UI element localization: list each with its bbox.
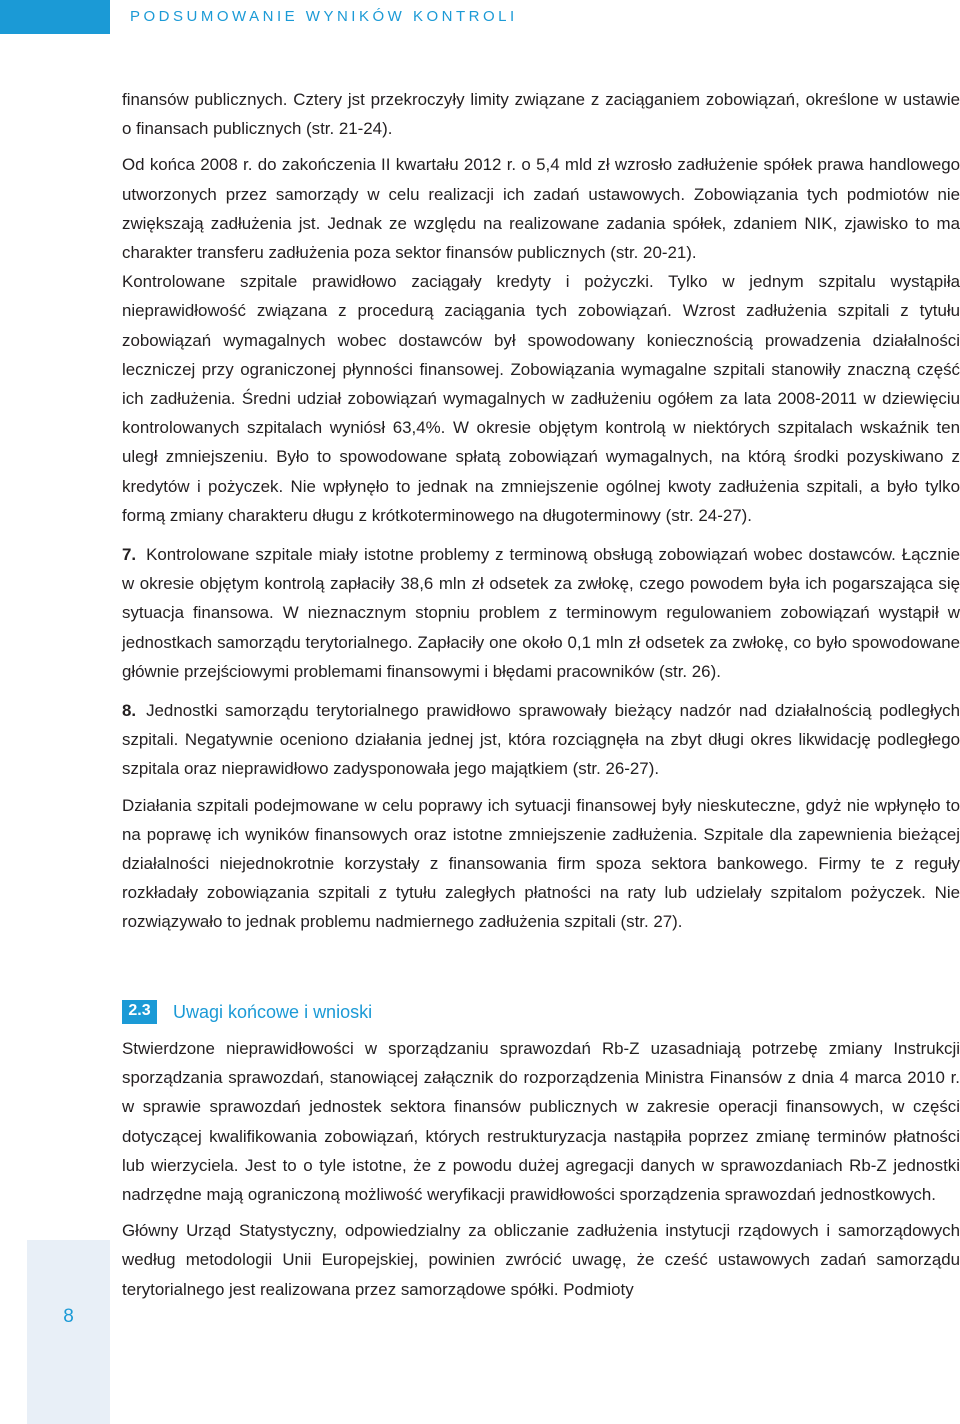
paragraph: Główny Urząd Statystyczny, odpowiedzialny za obliczanie zadłużenia instytucji rządowych i samorządowych według metodologii Unii Europejskiej, powinien zwrócić uwagę, że cześć ustawowych zadań samorządu terytorialnego jest realizowana przez samorządowe spółki. Podmioty — [122, 1221, 960, 1299]
section-number: 2.3 — [122, 1000, 157, 1024]
paragraph: Stwierdzone nieprawidłowości w sporządzaniu sprawozdań Rb-Z uzasadniają potrzebę zmiany Instrukcji sporządzania sprawozdań, stanowiącej załącznik do rozporządzenia Ministra Finansów z dnia 4 marca 2010 r. w sprawie sprawozdań jednostek sektora finansów publicznych w zakresie operacji finansowych, w części dotyczącej kwalifikowania zobowiązań, których restrukturyzacja nastąpiła poprzez zmianę terminów płatności lub wierzyciela. Jest to o tyle istotne, że z powodu dużej agregacji danych w sprawozdaniach Rb-Z jednostki nadrzędne mają ograniczoną możliwość weryfikacji prawidłowości sporządzenia sprawozdań jednostkowych. — [122, 1039, 960, 1205]
item-number: 7. — [122, 545, 137, 565]
page-number: 8 — [63, 1306, 74, 1327]
paragraph: Kontrolowane szpitale prawidłowo zaciągały kredyty i pożyczki. Tylko w jednym szpitalu wystąpiła nieprawidłowość związana z procedurą zaciągania tych zobowiązań. Wzrost zadłużenia szpitali z tytułu zobowiązań wymagalnych wobec dostawców był spowodowany koniecznością prowadzenia działalności leczniczej przy ograniczonej płynności finansowej. Zobowiązania wymagalne szpitali stanowiły znaczną część ich zadłużenia. Średni udział zobowiązań wymagalnych w zadłużeniu ogółem za lata 2008-2011 w dziewięciu kontrolowanych szpitalach wyniósł 63,4%. W okresie objętym kontrolą w niektórych szpitalach wskaźnik ten uległ zmniejszeniu. Było to spowodowane spłatą zobowiązań wymagalnych, na którą środki pozyskiwano z kredytów i pożyczek. Nie wpłynęło to jednak na zmniejszenie ogólnej kwoty zadłużenia szpitali, a było tylko formą zmiany charakteru długu z krótkoterminowego na długoterminowy (str. 24-27). — [122, 272, 960, 525]
section-heading — [122, 1000, 372, 1024]
paragraph: Działania szpitali podejmowane w celu poprawy ich sytuacji finansowej były nieskuteczne, gdyż nie wpłynęło to na poprawę ich wyników finansowych oraz istotne zmniejszenie zadłużenia. Szpitale dla zapewnienia bieżącej działalności niejednokrotnie korzystały z finansowania firm spoza sektora bankowego. Firmy te z reguły rozkładały zobowiązania szpitali z tytułu zaległych płatności na raty lub udzielały szpitalom pożyczek. Nie rozwiązywało to jednak problemu nadmiernego zadłużenia szpitali (str. 27). — [122, 795, 960, 932]
paragraph: finansów publicznych. Cztery jst przekroczyły limity związane z zaciąganiem zobowiązań, określone w ustawie o finansach publicznych (str. 21-24). — [122, 90, 960, 139]
section-text — [122, 1034, 960, 1304]
header-accent-bar — [0, 0, 110, 34]
section-title: Uwagi końcowe i wnioski — [173, 1001, 373, 1022]
numbered-item-8 — [122, 696, 960, 784]
page-number-box — [27, 1240, 110, 1424]
item-text: Kontrolowane szpitale miały istotne problemy z terminową obsługą zobowiązań wobec dostawców. Łącznie w okresie objętym kontrolą zapłaciły 38,6 mln zł odsetek za zwłokę, czego powodem była ich pogarszająca się sytuacja finansowa. W nieznacznym stopniu problem z terminowym regulowaniem zobowiązań wystąpił w jednostkach samorządu terytorialnego. Zapłaciły one około 0,1 mln zł odsetek za zwłokę, co było spowodowane głównie przejściowymi problemami finansowymi i błędami pracowników (str. 26). — [122, 545, 960, 681]
item-number: 8. — [122, 701, 137, 721]
item-text: Jednostki samorządu terytorialnego prawidłowo sprawowały bieżący nadzór nad działalnością podległych szpitali. Negatywnie oceniono działania jednej jst, która rozciągnęła na zbyt długi okres likwidację podległego szpitala oraz nieprawidłowo zadysponowała jego majątkiem (str. 26-27). — [122, 701, 960, 779]
main-text — [122, 85, 960, 937]
paragraph: Od końca 2008 r. do zakończenia II kwartału 2012 r. o 5,4 mld zł wzrosło zadłużenie spółek prawa handlowego utworzonych przez samorządy w celu realizacji ich zadań ustawowych. Zobowiązania tych podmiotów nie zwiększają zadłużenia jst. Jednak ze względu na realizowane zadania spółek, zdaniem NIK, zjawisko to ma charakter transferu zadłużenia poza sektor finansów publicznych (str. 20-21). — [122, 155, 960, 263]
numbered-item-7 — [122, 540, 960, 686]
running-header-title: PODSUMOWANIE WYNIKÓW KONTROLI — [130, 8, 518, 25]
